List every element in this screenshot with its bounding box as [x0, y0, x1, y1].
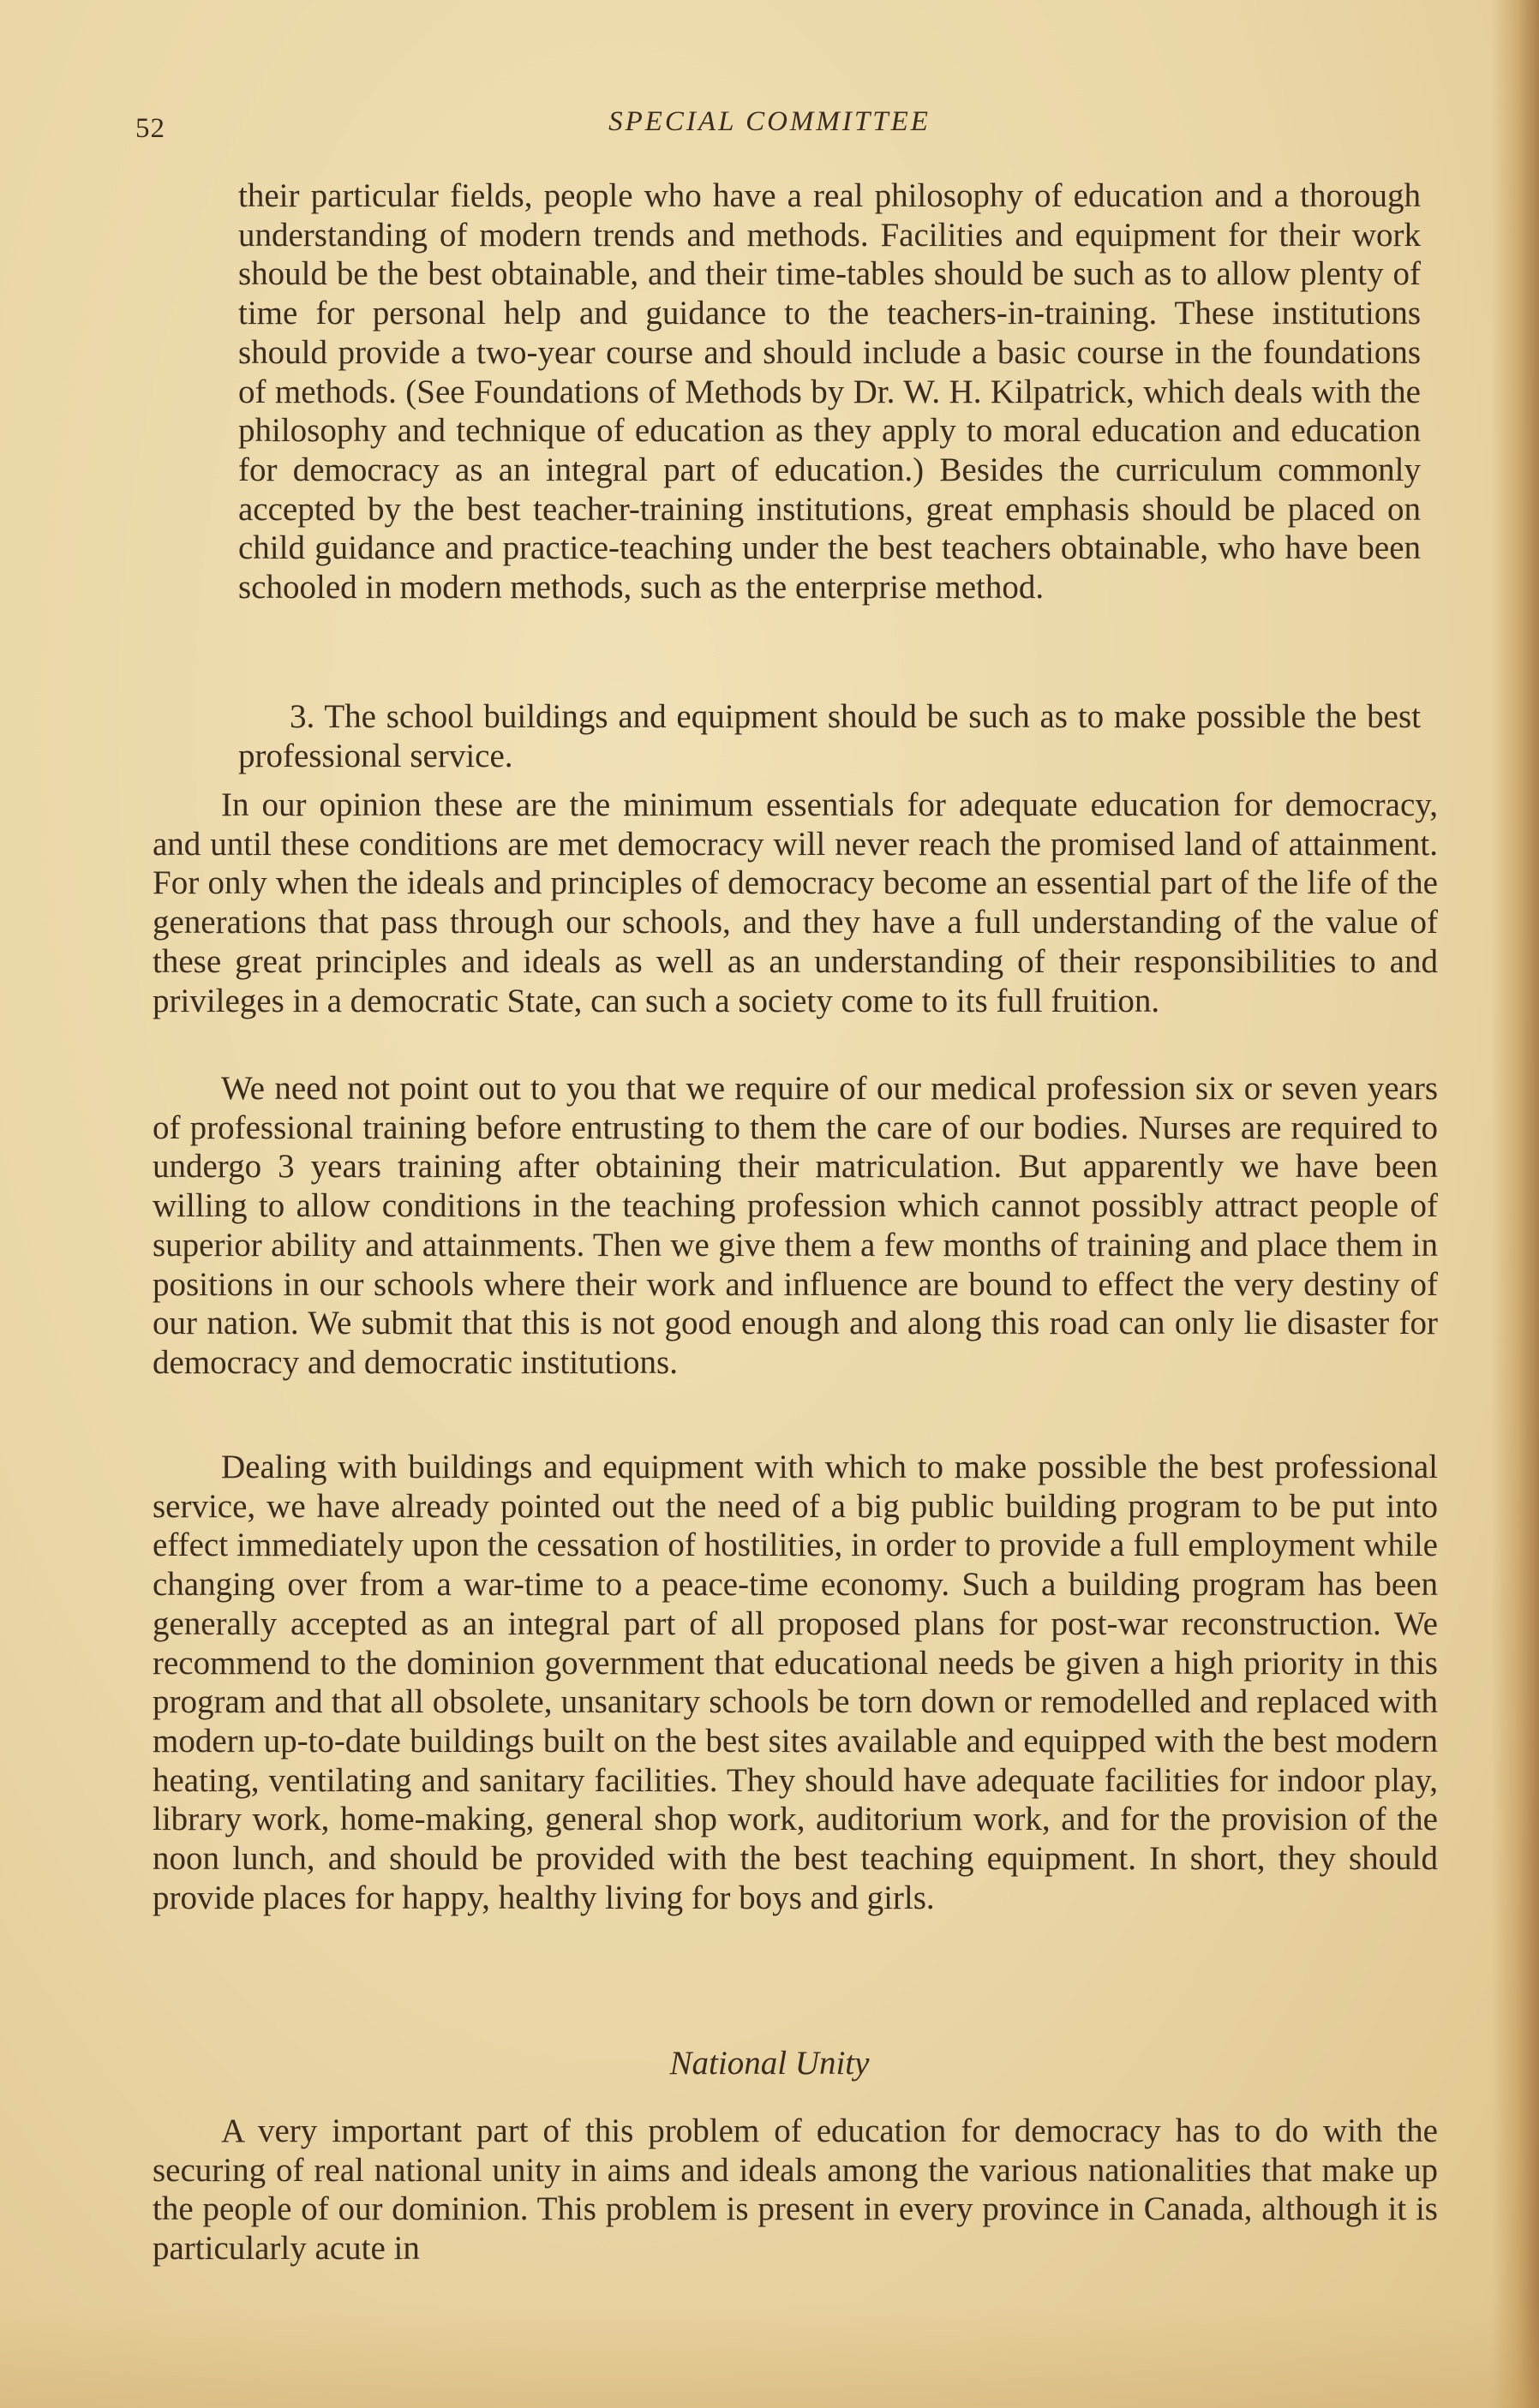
paragraph-teacher-training: their particular fields, people who have a real philosophy of education and a thorough understanding of modern trends and methods. Facilities and equipment for their work should be the best obtainable, and their time-tables should be such as to allow plenty of time for personal help and guidance to the teachers-in-training. These institutions should provide a two-year course and should include a basic course in the foundations of methods. (See Foundations of Methods by Dr. W. H. Kilpatrick, which deals with the philosophy and technique of education as they apply to moral education and education for democracy as an integral part of education.) Besides the curriculum commonly accepted by the best teacher-training institutions, great emphasis should be placed on child guidance and practice-teaching under the best teachers obtainable, who have been schooled in modern methods, such as the enterprise method.	[238, 177, 1421, 606]
paragraph-buildings-equipment: Dealing with buildings and equipment with which to make possible the best professional service, we have already pointed out the need of a big public building program to be put into effect immediately upon the cessation of hostilities, in order to provide a full employment while changing over from a war-time to a peace-time economy. Such a building program has been generally accepted as an integral part of all proposed plans for post-war reconstruction. We recommend to the dominion government that educational needs be given a high priority in this program and that all obsolete, unsanitary schools be torn down or remodelled and replaced with modern up-to-date buildings built on the best sites available and equipped with the best modern heating, ventilating and sanitary facilities. They should have adequate facilities for indoor play, library work, home-making, general shop work, auditorium work, and for the provision of the noon lunch, and should be provided with the best teaching equipment. In short, they should provide places for happy, healthy living for boys and girls.	[153, 1449, 1438, 1916]
section-heading-national-unity: National Unity	[669, 2045, 870, 2082]
page-number: 52	[135, 113, 165, 144]
paragraph-national-unity: A very important part of this problem of education for democracy has to do with the securing of real national unity in aims and ideals among the various nationalities that make up the people of our dominion. This problem is present in every province in Canada, although it is particularly acute in	[153, 2112, 1438, 2268]
page-bottom-shading	[0, 2305, 1539, 2408]
paragraph-school-buildings: 3. The school buildings and equipment should be such as to make possible the best professional service.	[238, 698, 1421, 774]
paragraph-medical-profession: We need not point out to you that we require of our medical profession six or seven years of professional training before entrusting to them the care of our bodies. Nurses are required to undergo 3 years training after obtaining their matriculation. But apparently we have been willing to allow conditions in the teaching profession which cannot possibly attract people of superior ability and attainments. Then we give them a few months of training and place them in positions in our schools where their work and influence are bound to effect the very destiny of our nation. We submit that this is not good enough and along this road can only lie disaster for democracy and democratic institutions.	[153, 1070, 1438, 1381]
paragraph-minimum-essentials: In our opinion these are the minimum essentials for adequate education for democracy, and until these conditions are met democracy will never reach the promised land of attainment. For only when the ideals and principles of democracy become an essential part of the life of the generations that pass through our schools, and they have a full understanding of the value of these great principles and ideals as well as an understanding of their responsibilities to and privileges in a democratic State, can such a society come to its full fruition.	[153, 786, 1438, 1019]
running-head: SPECIAL COMMITTEE	[608, 106, 931, 137]
